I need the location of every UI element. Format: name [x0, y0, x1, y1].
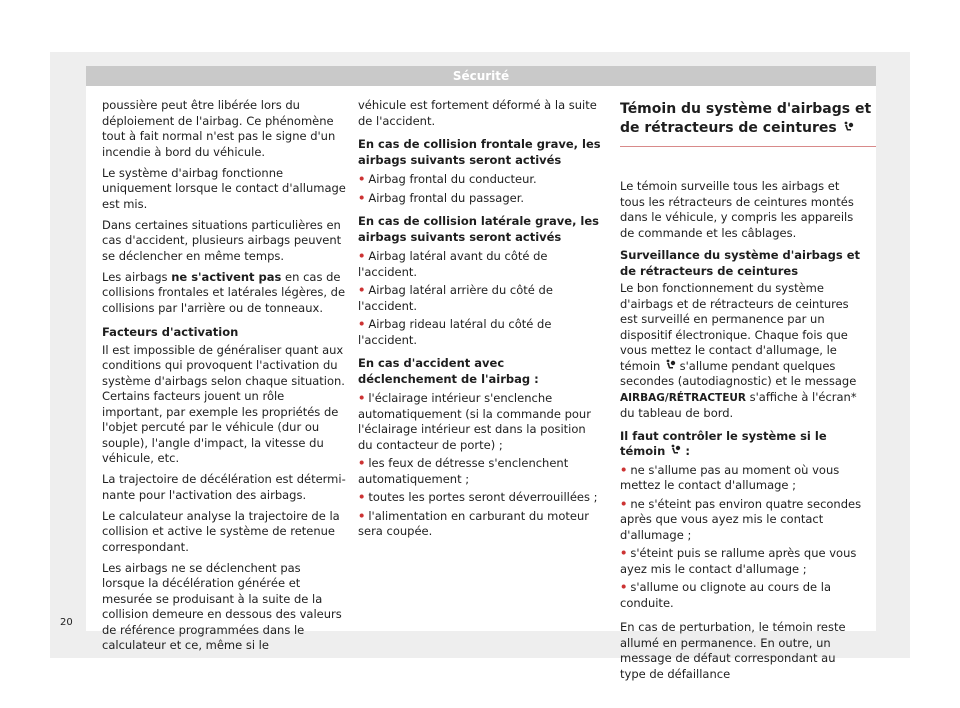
bullet-icon: •: [620, 496, 628, 511]
bullet-icon: •: [358, 317, 366, 331]
list-item: • s'allume ou clignote au cours de la conduite.: [620, 580, 832, 610]
paragraph: Les airbags ne s'activent pas en cas de collisions frontales et latérales légères, de collisions par l'arrière ou de tonneaux.: [102, 269, 346, 315]
subheading: Surveillance du système d'airbags et de rétracteurs de ceintures: [620, 248, 861, 278]
paragraph: Il est impossible de généraliser quant aux conditions qui provoquent l'activation du système d'airbags selon chaque situation. Certains facteurs jouent un rôle important, par exemple les propriétés de l'objet percuté par le véhicule (dur ou souple), l'angle d'impact, la vitesse du véhicule, etc.: [102, 342, 345, 465]
list-item: • Airbag frontal du conducteur.: [358, 172, 537, 186]
list-item: • Airbag latéral arrière du côté de l'accident.: [358, 283, 553, 313]
list-accident: [358, 391, 602, 540]
subheading: Il faut contrôler le système si le témoin :: [620, 428, 827, 458]
bullet-icon: •: [620, 546, 628, 560]
paragraph: poussière peut être libérée lors du déploiement de l'airbag. Ce phénomène tout à fait normal n'est pas le signe d'un incendie à bord du véhicule.: [102, 98, 336, 159]
manual-page: [86, 66, 876, 681]
paragraph: Le calculateur analyse la trajectoire de la collision et active le système de retenue correspondant.: [102, 508, 340, 554]
bullet-icon: •: [358, 190, 366, 205]
airbag-warning-icon: [664, 359, 676, 371]
column-2: [358, 98, 602, 544]
list-item: • l'éclairage intérieur s'enclenche automatiquement (si la commande pour l'éclairage intérieur est dans la position du contacteur de porte) ;: [358, 391, 591, 452]
bullet-icon: •: [358, 249, 366, 263]
subheading: En cas de collision latérale grave, les airbags suivants seront activés: [358, 214, 600, 244]
paragraph: véhicule est fortement déformé à la suite de l'accident.: [358, 98, 597, 128]
bullet-icon: •: [620, 462, 628, 477]
list-item: • toutes les portes seront déverrouillées ;: [358, 490, 598, 504]
paragraph: Le système d'airbag fonctionne uniquement lorsque le contact d'allumage est mis.: [102, 165, 346, 211]
list-item: • Airbag rideau latéral du côté de l'accident.: [358, 317, 552, 347]
airbag-warning-icon: [669, 444, 681, 456]
list-item: • l'alimentation en carburant du moteur sera coupée.: [358, 508, 589, 538]
subheading-facteurs: Facteurs d'activation: [102, 325, 239, 339]
emphasis: ne s'activent pas: [171, 269, 282, 284]
list-lateral: [358, 249, 602, 348]
list-frontal: [358, 172, 602, 206]
list-item: • Airbag latéral avant du côté de l'accident.: [358, 249, 548, 279]
bullet-icon: •: [358, 172, 366, 186]
paragraph: Le témoin surveille tous les airbags et tous les rétracteurs de ceintures montés dans le véhicule, y compris les appareils de commande et les câblages.: [620, 179, 854, 240]
display-message: AIRBAG/RÉTRACTEUR: [620, 391, 746, 404]
bullet-icon: •: [358, 391, 366, 405]
bullet-icon: •: [358, 508, 366, 523]
bullet-icon: •: [358, 456, 366, 470]
bullet-icon: •: [620, 580, 628, 594]
list-controle: [620, 463, 862, 612]
subheading: En cas d'accident avec déclenchement de l'airbag :: [358, 356, 539, 386]
page-number: 20: [60, 617, 73, 628]
airbag-warning-icon: [842, 121, 854, 133]
paragraph: En cas de perturbation, le témoin reste allumé en permanence. En outre, un message de défaut correspondant au type de défaillance: [620, 620, 846, 681]
paragraph: Le bon fonctionnement du système d'airbags et de rétracteurs de ceintures est surveillé en permanence par un dispositif électronique. Chaque fois que vous mettez le contact d'allumage, le témoin s'allume pendant quelques secondes (autodiagnostic) et le message AIRBAG/RÉTRACTEUR s'affiche à l'écran* du tableau de bord.: [620, 281, 857, 420]
column-3: [620, 179, 862, 688]
list-item: • les feux de détresse s'enclenchent automatiquement ;: [358, 456, 569, 486]
section-header: Sécurité: [86, 66, 876, 86]
list-item: • Airbag frontal du passager.: [358, 190, 525, 205]
column-1: [102, 98, 346, 659]
list-item: • ne s'éteint pas environ quatre secondes après que vous ayez mis le contact d'allumage ;: [620, 496, 862, 542]
bullet-icon: •: [358, 283, 366, 297]
section-heading: Témoin du système d'airbags et de rétracteurs de ceintures: [620, 100, 876, 147]
paragraph: La trajectoire de décélération est déterminante pour l'activation des airbags.: [102, 472, 346, 502]
paragraph: Dans certaines situations particulières en cas d'accident, plusieurs airbags peuvent se déclencher en même temps.: [102, 217, 342, 263]
paragraph: Les airbags ne se déclenchent pas lorsque la décélération générée et mesurée se produisant à la suite de la collision demeure en dessous des valeurs de référence programmées dans le calculateur et ce, même si le: [102, 560, 342, 652]
list-item: • s'éteint puis se rallume après que vous ayez mis le contact d'allumage ;: [620, 546, 857, 576]
bullet-icon: •: [358, 490, 366, 504]
subheading: En cas de collision frontale grave, les airbags suivants seront activés: [358, 137, 601, 167]
list-item: • ne s'allume pas au moment où vous mettez le contact d'allumage ;: [620, 462, 840, 492]
